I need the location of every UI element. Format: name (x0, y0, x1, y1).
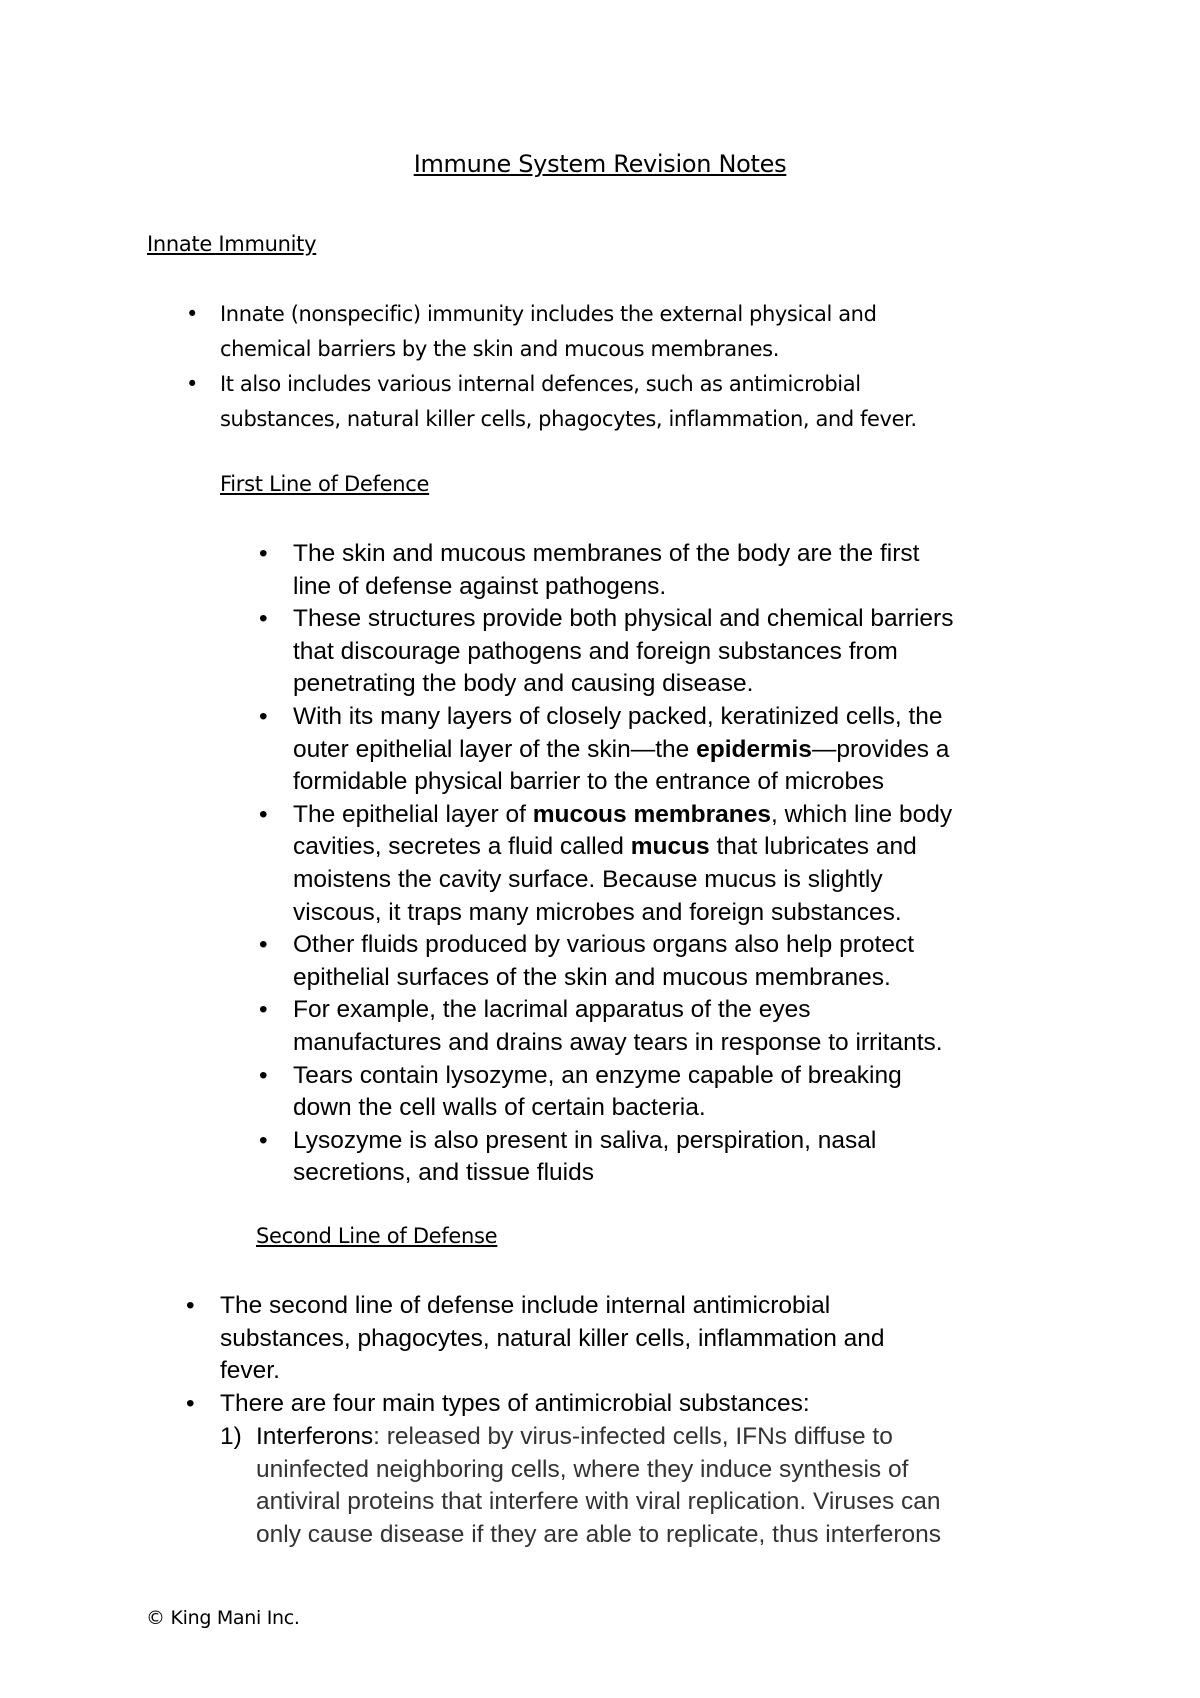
bullet-icon: • (186, 372, 198, 396)
list-item-line: uninfected neighboring cells, where they induce synthesis of (256, 1455, 909, 1483)
list-item-line: down the cell walls of certain bacteria. (293, 1094, 706, 1122)
list-item-line: that discourage pathogens and foreign substances from (293, 637, 898, 665)
list-item-line: Other fluids produced by various organs also help protect (293, 931, 915, 959)
list-item-line: fever. (220, 1357, 280, 1385)
bullet-icon: • (186, 302, 198, 326)
second-line-heading: Second Line of Defense (256, 1224, 498, 1248)
text-run: —provides a (811, 735, 950, 763)
innate-immunity-list (186, 297, 917, 437)
text-run: , which line body (770, 800, 953, 828)
list-item-line: epithelial surfaces of the skin and mucous membranes. (293, 963, 891, 991)
page-title: Immune System Revision Notes (413, 150, 787, 178)
list-item-line: line of defense against pathogens. (293, 572, 667, 600)
first-line-list (259, 538, 954, 1190)
list-item-line: viscous, it traps many microbes and foreign substances. (293, 898, 902, 926)
list-item (186, 297, 917, 367)
list-item-line: secretions, and tissue fluids (293, 1159, 594, 1187)
list-item-line: penetrating the body and causing disease. (293, 670, 754, 698)
text-run: : released by virus-infected cells, IFNs diffuse to (373, 1423, 893, 1450)
bullet-icon: • (259, 800, 268, 828)
list-item (259, 929, 953, 994)
bold-term-mucous-membranes: mucous membranes (532, 800, 771, 828)
text-run: outer epithelial layer of the skin—the (293, 735, 697, 763)
list-item-line: chemical barriers by the skin and mucous membranes. (220, 337, 779, 361)
text-run: cavities, secretes a fluid called (293, 833, 631, 861)
list-item-line: substances, natural killer cells, phagocytes, inflammation, and fever. (220, 407, 917, 431)
bullet-icon: • (259, 931, 268, 959)
list-item-line: Tears contain lysozyme, an enzyme capable of breaking (293, 1061, 902, 1089)
list-item-line: Lysozyme is also present in saliva, perspiration, nasal (293, 1126, 877, 1154)
list-item-line: antiviral proteins that interfere with viral replication. Viruses can (256, 1488, 941, 1516)
bullet-icon: • (186, 1292, 195, 1319)
bullet-icon: • (259, 605, 268, 633)
item-number: 1) (220, 1423, 242, 1450)
list-item (259, 538, 953, 603)
list-item (186, 367, 917, 437)
list-item (259, 994, 953, 1059)
list-item-line: It also includes various internal defences, such as antimicrobial (220, 372, 861, 396)
bullet-icon: • (259, 540, 268, 567)
bullet-icon: • (259, 996, 268, 1024)
text-run: that lubricates and (709, 833, 917, 861)
list-item (186, 1290, 885, 1388)
innate-immunity-heading: Innate Immunity (147, 232, 317, 256)
list-item (259, 799, 953, 929)
list-item (259, 1060, 953, 1125)
list-item-line (293, 799, 953, 832)
list-item-line (256, 1421, 941, 1454)
list-item-line: These structures provide both physical and chemical barriers (293, 605, 954, 633)
list-item-line (293, 831, 953, 864)
list-item-line: With its many layers of closely packed, keratinized cells, the (293, 702, 943, 730)
list-item (259, 1125, 953, 1190)
first-line-heading: First Line of Defence (220, 472, 430, 496)
bold-term-mucus: mucus (630, 833, 710, 861)
bullet-icon: • (186, 1389, 195, 1417)
second-line-list (186, 1290, 885, 1420)
bullet-icon: • (259, 1061, 268, 1089)
bold-term-epidermis: epidermis (696, 735, 812, 763)
list-item-line: moistens the cavity surface. Because mucus is slightly (293, 865, 883, 893)
text-run: The epithelial layer of (293, 800, 533, 828)
list-item-line: The skin and mucous membranes of the body are the first (293, 540, 920, 567)
copyright-footer: © King Mani Inc. (146, 1607, 300, 1629)
list-item-line (293, 734, 953, 767)
list-item-line: formidable physical barrier to the entrance of microbes (293, 768, 885, 796)
antimicrobial-numbered-list (220, 1421, 942, 1551)
list-item-line: There are four main types of antimicrobial substances: (220, 1389, 810, 1417)
list-item-line: For example, the lacrimal apparatus of the eyes (293, 996, 811, 1024)
list-item (259, 603, 954, 701)
bullet-icon: • (259, 1126, 268, 1154)
list-item-line: substances, phagocytes, natural killer cells, inflammation and (220, 1324, 885, 1352)
list-item (186, 1388, 885, 1421)
numbered-item (220, 1421, 942, 1551)
list-item-line: The second line of defense include internal antimicrobial (220, 1292, 831, 1319)
list-item-line: Innate (nonspecific) immunity includes the external physical and (220, 302, 877, 326)
list-item-line: manufactures and drains away tears in response to irritants. (293, 1028, 943, 1056)
list-item (259, 701, 953, 799)
list-item-line: only cause disease if they are able to replicate, thus interferons (256, 1520, 942, 1548)
term-interferons: Interferons (256, 1423, 374, 1450)
bullet-icon: • (259, 702, 268, 730)
